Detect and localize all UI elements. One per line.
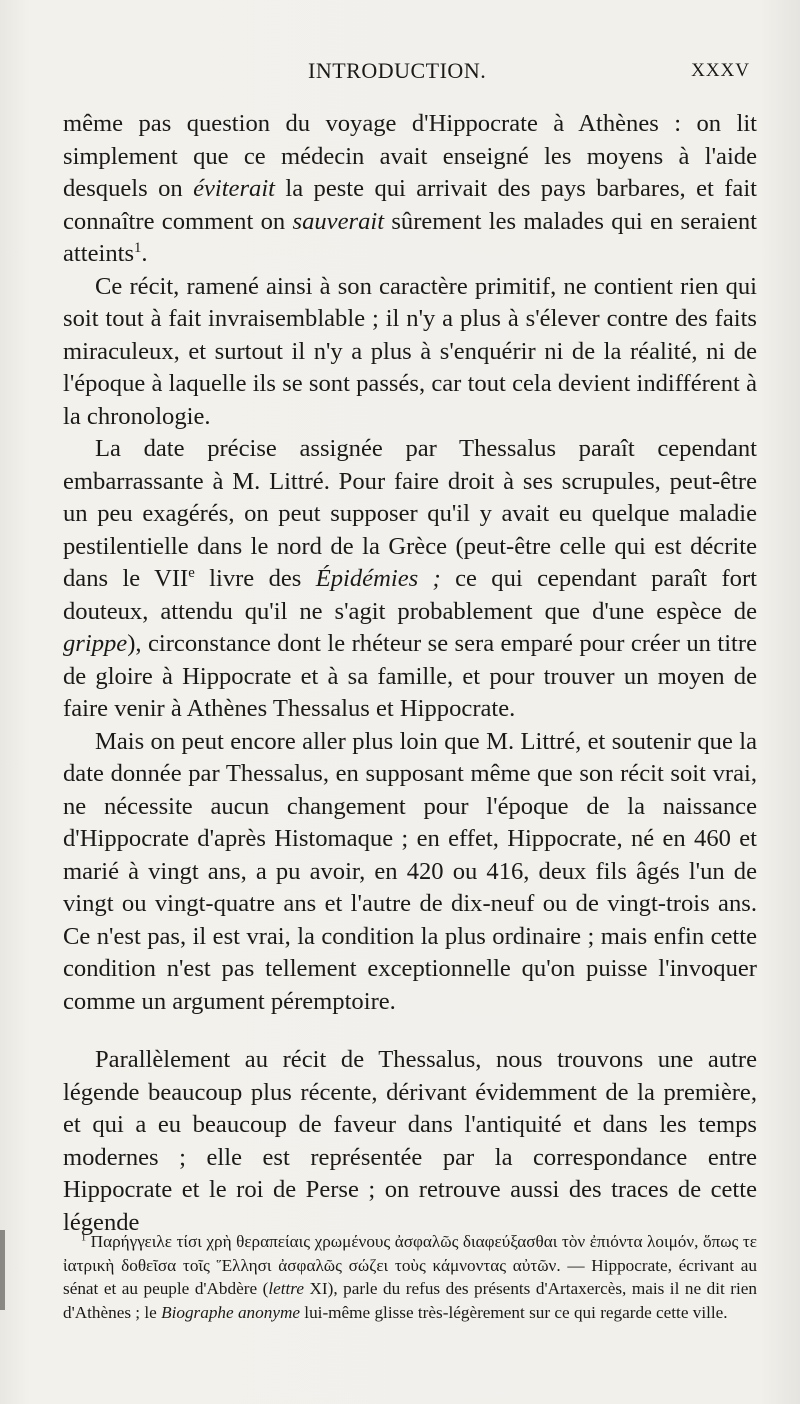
paragraph-3	[63, 433, 757, 726]
body-text	[63, 108, 757, 1239]
text-run: livre des	[194, 565, 316, 592]
paragraph-1	[63, 108, 757, 271]
text-run: ), circonstance dont le rhéteur se sera emparé pour créer un titre de gloire à Hippocrate et à sa famille, et pour trouver un moyen de faire venir à Athènes Thessalus et Hippocrate.	[63, 630, 757, 722]
italic-run: éviterait	[193, 175, 276, 202]
italic-run: sauverait	[292, 207, 385, 235]
footnotes	[63, 1230, 757, 1324]
text-run: la peste qui arrivait des pays barbares, et fait connaître comment on	[63, 175, 757, 235]
text-run: lui-même glisse très-légèrement sur ce qui regarde cette ville.	[300, 1302, 728, 1322]
italic-run: Épidémies ;	[315, 565, 441, 592]
paragraph-4: Mais on peut encore aller plus loin que M. Littré, et soutenir que la date donnée par Thessalus, en supposant même que son récit soit vrai, ne nécessite aucun changement pour l'époque de la naissance d'Hippocrate d'après Histomaque ; en effet, Hippocrate, né en 460 et marié à vingt ans, a pu avoir, en 420 ou 416, deux fils âgés l'un de vingt ou vingt-quatre ans et l'autre de dix-neuf ou de vingt-trois ans. Ce n'est pas, il est vrai, la condition la plus ordinaire ; mais enfin cette condition n'est pas tellement exceptionnelle qu'on puisse l'invoquer comme un argument péremptoire.	[63, 727, 757, 1015]
italic-run: Biographe anonyme	[161, 1302, 300, 1322]
text-run: XI), parle du refus des présents d'Artaxercès, mais il ne dit rien d'Athènes ; le	[63, 1279, 757, 1322]
text-run: sûrement les malades qui en seraient atteints	[63, 207, 757, 267]
text-run: ce qui cependant paraît fort douteux, attendu qu'il ne s'agit probablement que d'une espèce de	[63, 565, 757, 625]
page-header	[0, 58, 800, 88]
text-run: La date précise assignée par Thessalus paraît cependant embarrassante à M. Littré. Pour faire droit à ses scrupules, peut-être un peu exagérés, on peut supposer qu'il y avait eu quelque maladie pestilentielle dans le nord de la Grèce (peut-être celle qui est décrite dans le VII	[63, 435, 757, 592]
italic-run: grippe	[63, 630, 128, 657]
ordinal-superscript: e	[188, 564, 195, 581]
running-title: INTRODUCTION.	[308, 58, 487, 83]
footnote-1	[63, 1230, 757, 1324]
paragraph-5: Parallèlement au récit de Thessalus, nous trouvons une autre légende beaucoup plus récente, dérivant évidemment de la première, et qui a eu beaucoup de faveur dans l'antiquité et dans les temps modernes ; elle est représentée par la correspondance entre Hippocrate et le roi de Perse ; on retrouve aussi des traces de cette légende	[63, 1046, 757, 1236]
text-run: même pas question du voyage d'Hippocrate à Athènes : on lit simplement que ce médecin avait enseigné les moyens à l'aide desquels on	[63, 110, 757, 202]
footnote-marker[interactable]: 1	[134, 239, 142, 256]
text-run: Παρήγγειλε τίσι χρὴ θεραπείαις χρωμένους ἀσφαλῶς διαφεύξασθαι τὸν ἐπιόντα λοιμόν, ὅπως τε ἰατρικὴ δοθεῖσα τοῖς Ἕλλησι ἀσφαλῶς σώζει τοὺς κάμνοντας αὐτῶν. — Hippocrate, écrivant au sénat et au peuple d'Abdère (	[63, 1232, 757, 1298]
paragraph-2: Ce récit, ramené ainsi à son caractère primitif, ne contient rien qui soit tout à fait invraisemblable ; il n'y a plus à s'élever contre des faits miraculeux, et surtout il n'y a plus à s'enquérir ni de la réalité, ni de l'époque à laquelle ils se sont passés, car tout cela devient indifférent à la chronologie.	[63, 272, 757, 430]
page-number: XXXV	[691, 60, 750, 81]
binding-edge-mark	[0, 1230, 5, 1310]
italic-run: lettre	[268, 1279, 304, 1298]
text-run: .	[141, 240, 148, 267]
footnote-number: 1	[81, 1232, 87, 1244]
